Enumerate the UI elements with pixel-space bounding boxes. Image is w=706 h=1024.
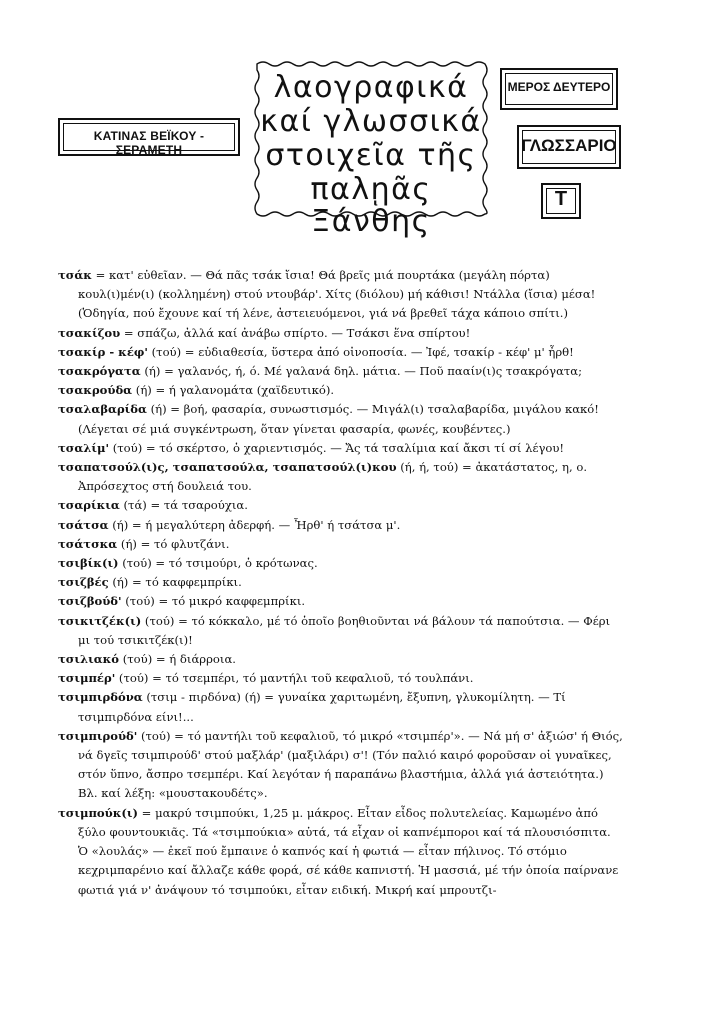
entry-headword: τσιλιακό [58, 652, 120, 667]
author-box [58, 118, 240, 156]
entry-headword: τσιμπέρ' [58, 671, 116, 686]
entry-headword: τσιβίκ(ι) [58, 556, 119, 571]
entry-headword: τσακρόγατα [58, 364, 141, 379]
glossary-entry [58, 516, 624, 535]
glossary-entry [58, 612, 624, 650]
title-line-1: λαογραφικά [273, 70, 469, 105]
entry-headword: τσιμπούκ(ι) [58, 805, 138, 820]
entry-definition: (ή) = τό καφφεμπρίκι. [108, 575, 242, 590]
glossary-entries [58, 266, 624, 900]
glossary-entry [58, 362, 624, 381]
entry-headword: τσιμπιρδόνα [58, 690, 143, 705]
glossary-entry [58, 439, 624, 458]
entry-headword: τσικιτζέκ(ι) [58, 613, 142, 628]
entry-definition: (τού) = τό σκέρτσο, ὁ χαριεντισμός. — Ἄς τά τσαλίμια καί ἄκσι τί σί λέγου! [109, 440, 565, 455]
part-label: ΜΕΡΟΣ ΔΕΥΤΕΡΟ [507, 80, 611, 94]
entry-definition: (τού) = ή διάρροια. [119, 652, 236, 667]
glossary-entry [58, 496, 624, 515]
entry-definition: = μακρύ τσιμπούκι, 1,25 μ. μάκρος. Εἶταν εἶδος πολυτελείας. Καμωμένο ἀπό ξύλο φουντουκιᾶς. Τά «τσιμπούκια» αὐτά, τά εἶχαν οἱ καπνέμποροι καί τά πλουσιόσπιτα. Ὁ «λουλάς» — ἐκεῖ πού ἔμπαινε ὁ καπνός καί ἡ φωτιά — εἶταν πήλινος. Τό στόμιο κεχριμπαρένιο καί ἄλλαζε κάθε φορά, σέ κάθε καπνιστή. Ἡ μασσιά, μέ τήν ὁποία παίρνανε φωτιά γιά ν' ἀνάψουν τό τσιμπούκι, εἶταν ειδική. Μικρή καί μπρουτζι- [78, 805, 619, 897]
author-name: ΚΑΤΙΝΑΣ ΒΕΪΚΟΥ - ΣΕΡΑΜΕΤΗ [93, 129, 205, 157]
glossary-entry [58, 688, 624, 726]
entry-definition: = σπάζω, ἀλλά καί ἀνάβω σπίρτο. — Τσάκσι ἕνα σπίρτου! [120, 325, 471, 340]
entry-headword: τσαλίμ' [58, 440, 110, 455]
entry-headword: τσιμπιρούδ' [58, 728, 138, 743]
entry-definition: (τού) = εὐδιαθεσία, ὕστερα ἀπό οἰνοποσία. — Ἰφέ, τσακίρ - κέφ' μ' ἦρθ! [147, 344, 574, 359]
entry-definition: (ή) = ή γαλανομάτα (χαϊδευτικό). [132, 383, 335, 398]
entry-headword: τσαπατσούλ(ι)ς, τσαπατσούλα, τσαπατσούλ(ι)κου [58, 460, 397, 475]
entry-headword: τσάκ [58, 268, 92, 282]
entry-definition: (τά) = τά τσαρούχια. [119, 498, 248, 513]
glossary-entry [58, 804, 624, 900]
entry-definition: (ή) = βοή, φασαρία, συνωστισμός. — Μιγάλ(ι) τσαλαβαρίδα, μιγάλου κακό! (Λέγεται σέ μιά συγκέντρωση, ὅταν γίνεται φασαρία, φωνές, κουβέντες.) [78, 402, 599, 436]
entry-definition: (ή) = ή μεγαλύτερη ἀδερφή. — Ἦρθ' ή τσάτσα μ'. [108, 517, 401, 532]
entry-definition: (τού) = τό μικρό καφφεμπρίκι. [121, 594, 306, 609]
glossary-entry [58, 573, 624, 592]
glossary-entry [58, 266, 624, 324]
entry-headword: τσακίζου [58, 325, 121, 340]
entry-headword: τσιζβές [58, 575, 109, 590]
title-line-4: παλῃᾶς Ξάνθης [310, 172, 432, 239]
entry-headword: τσακίρ - κέφ' [58, 344, 148, 359]
section-box [517, 125, 621, 169]
entry-definition: (ή) = τό φλυτζάνι. [117, 536, 230, 551]
glossary-entry [58, 343, 624, 362]
entry-definition: (τού) = τό κόκκαλο, μέ τό ὁποῖο βοηθιοῦνται νά βάλουν τά παπούτσια. — Φέρι μι τού τσικιτζέκ(ι)! [78, 613, 611, 647]
glossary-entry [58, 592, 624, 611]
entry-headword: τσιζβούδ' [58, 594, 122, 609]
entry-definition: (τσιμ - πιρδόνα) (ή) = γυναίκα χαριτωμένη, ἔξυπνη, γλυκομίλητη. — Τί τσιμπιρδόνα είνι!... [78, 690, 566, 724]
entry-definition: (τού) = τό μαντήλι τοῦ κεφαλιοῦ, τό μικρό «τσιμπέρ'». — Νά μή σ' ἀξιώσ' ή Θιός, νά δγεῖς τσιμπιρούδ' στού μαξλάρ' (μαξιλάρι) σ'! (Τόν παλιό καιρό φοροῦσαν οἱ γυναῖκες, στόν ὕπνο, ἄσπρο τσεμπέρι. Καί λεγόταν ή παραπάνω βλαστήμια, ἀλλά γιά ἀστειότητα.) Βλ. καί λέξη: «μουστακουδέτς». [78, 728, 623, 801]
section-label: ΓΛΩΣΣΑΡΙΟ [521, 136, 617, 155]
letter-box [541, 183, 581, 219]
entry-definition: (ή, ή, τού) = ἀκατάστατος, η, ο. Ἀπρόσεχτος στή δουλειά του. [78, 460, 587, 494]
glossary-entry [58, 554, 624, 573]
glossary-entry [58, 727, 624, 804]
part-box [500, 68, 618, 110]
entry-headword: τσάτσκα [58, 536, 118, 551]
entry-definition: (τού) = τό τσιμούρι, ὁ κρότωνας. [118, 556, 318, 571]
letter-label: Τ [554, 188, 568, 210]
title-line-2: καί γλωσσικά [260, 104, 482, 139]
glossary-entry [58, 324, 624, 343]
glossary-entry [58, 535, 624, 554]
glossary-entry [58, 381, 624, 400]
title-box [251, 58, 491, 239]
entry-headword: τσακρούδα [58, 383, 133, 398]
entry-definition: (ή) = γαλανός, ή, ό. Μέ γαλανά δηλ. μάτια. — Ποῦ πααίν(ι)ς τσακρόγατα; [140, 364, 583, 379]
entry-headword: τσαλαβαρίδα [58, 402, 147, 417]
entry-definition: = κατ' εὐθεῖαν. — Θά πᾶς τσάκ ἴσια! Θά βρεῖς μιά πουρτάκα (μεγάλη πόρτα) κουλ(ι)μέν(ι) (κολλημένη) στού ντουβάρ'. Χίτς (διόλου) μή κάθισι! Ντάλλα (ἴσια) μέσα! (Ὁδηγία, πού ἔχουνε καί τή λένε, ἀστειευόμενοι, γιά νά βρεθεῖ τάχα κάποιο σπίτι.) [78, 268, 596, 321]
title-line-3: στοιχεῖα τῆς [265, 138, 477, 173]
glossary-entry [58, 458, 624, 496]
entry-headword: τσαρίκια [58, 498, 120, 513]
entry-definition: (τού) = τό τσεμπέρι, τό μαντήλι τοῦ κεφαλιοῦ, τό τουλπάνι. [115, 671, 474, 686]
entry-headword: τσάτσα [58, 517, 109, 532]
glossary-entry [58, 400, 624, 438]
glossary-entry [58, 669, 624, 688]
glossary-entry [58, 650, 624, 669]
